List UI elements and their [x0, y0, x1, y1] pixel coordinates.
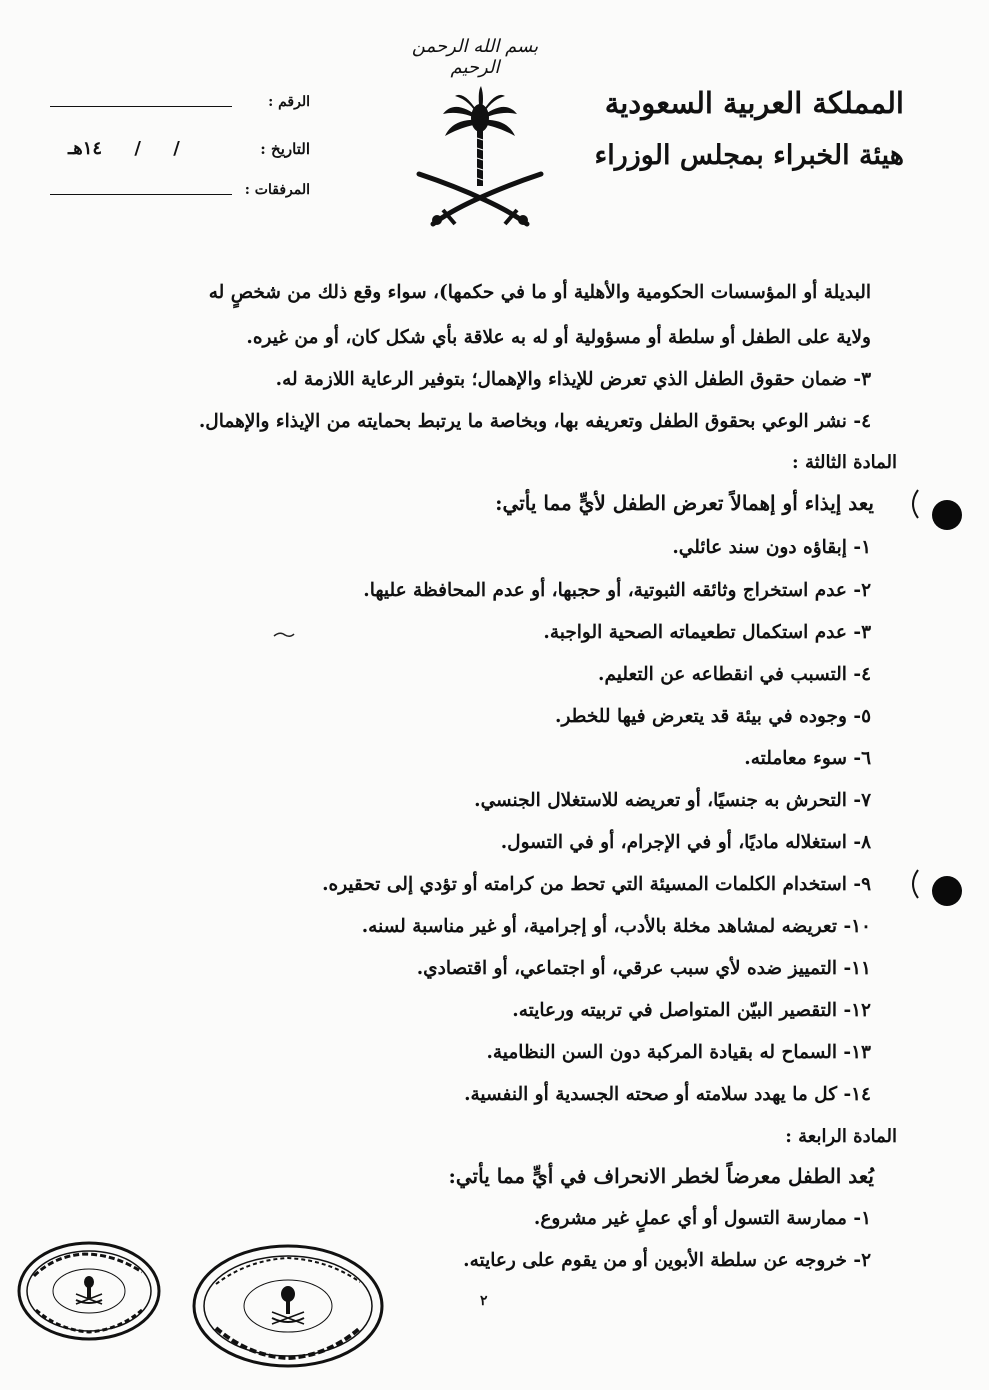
page-number: ٢: [480, 1293, 488, 1309]
body-line: البديلة أو المؤسسات الحكومية والأهلية أو ما في حكمها)، سواء وقع ذلك من شخصٍ له: [208, 282, 871, 303]
list-item: ١٠- تعريضه لمشاهد مخلة بالأدب، أو إجرامية، أو غير مناسبة لسنه.: [361, 916, 871, 937]
article-4-intro: يُعد الطفل معرضاً لخطر الانحراف في أيٍّ مما يأتي:: [448, 1164, 874, 1188]
list-item: ١- ممارسة التسول أو أي عملٍ غير مشروع.: [533, 1208, 871, 1229]
ref-underline: [50, 106, 232, 107]
list-item: ٦- سوء معاملته.: [744, 748, 871, 769]
body-line: ٤- نشر الوعي بحقوق الطفل وتعريفه بها، وبخاصة ما يرتبط بحمايته من الإيذاء والإهمال.: [198, 411, 871, 432]
ref-label: الرقم :: [268, 94, 310, 110]
agency-title: هيئة الخبراء بمجلس الوزراء: [594, 140, 904, 171]
bracket-mark-icon: [900, 486, 930, 522]
ref-number-field: [50, 92, 310, 118]
attachments-field: [50, 180, 310, 206]
body-line: ٣- ضمان حقوق الطفل الذي تعرض للإيذاء والإهمال؛ بتوفير الرعاية اللازمة له.: [275, 369, 871, 390]
date-label: التاريخ :: [260, 140, 310, 158]
list-item: ١٤- كل ما يهدد سلامته أو صحته الجسدية أو النفسية.: [464, 1084, 871, 1105]
punch-hole-icon: [932, 500, 962, 530]
article-4-heading: المادة الرابعة :: [785, 1126, 897, 1147]
basmala: بسم الله الرحمن الرحيم: [411, 36, 539, 78]
punch-hole-icon: [932, 876, 962, 906]
pen-mark-icon: [272, 630, 296, 640]
kingdom-title: المملكة العربية السعودية: [604, 86, 904, 120]
list-item: ٥- وجوده في بيئة قد يتعرض فيها للخطر.: [555, 706, 871, 727]
palm-and-swords-emblem-icon: [415, 78, 545, 228]
official-seal-right-icon: [188, 1240, 388, 1372]
list-item: ٤- التسبب في انقطاعه عن التعليم.: [598, 664, 871, 685]
list-item: ١- إبقاؤه دون سند عائلي.: [672, 537, 871, 558]
list-item: ١٣- السماح له بقيادة المركبة دون السن النظامية.: [486, 1042, 871, 1063]
attachments-label: المرفقات :: [244, 182, 310, 198]
list-item: ٩- استخدام الكلمات المسيئة التي تحط من كرامته أو تؤدي إلى تحقيره.: [322, 874, 871, 895]
list-item: ٢- عدم استخراج وثائقه الثبوتية، أو حجبها، أو عدم المحافظة عليها.: [363, 580, 871, 601]
article-3-intro: يعد إيذاء أو إهمالاً تعرض الطفل لأيٍّ مما يأتي:: [495, 491, 874, 515]
date-field: [50, 138, 310, 164]
official-seal-left-icon: [14, 1236, 164, 1346]
list-item: ٧- التحرش به جنسيًا، أو تعريضه للاستغلال الجنسي.: [474, 790, 871, 811]
list-item: ٢- خروجه عن سلطة الأبوين أو من يقوم على رعايته.: [463, 1250, 871, 1271]
article-3-heading: المادة الثالثة :: [792, 452, 897, 473]
list-item: ٨- استغلاله ماديًا، أو في الإجرام، أو في التسول.: [500, 832, 871, 853]
list-item: ١٢- التقصير البيّن المتواصل في تربيته ورعايته.: [512, 1000, 871, 1021]
list-item: ٣- عدم استكمال تطعيماته الصحية الواجبة.: [543, 622, 871, 643]
body-line: ولاية على الطفل أو سلطة أو مسؤولية أو له به علاقة بأي شكل كان، أو من غيره.: [246, 327, 871, 348]
bracket-mark-icon: [900, 866, 930, 902]
attachments-underline: [50, 194, 232, 195]
list-item: ١١- التمييز ضده لأي سبب عرقي، أو اجتماعي، أو اقتصادي.: [416, 958, 871, 979]
date-value: / / ١٤هـ: [68, 138, 180, 159]
